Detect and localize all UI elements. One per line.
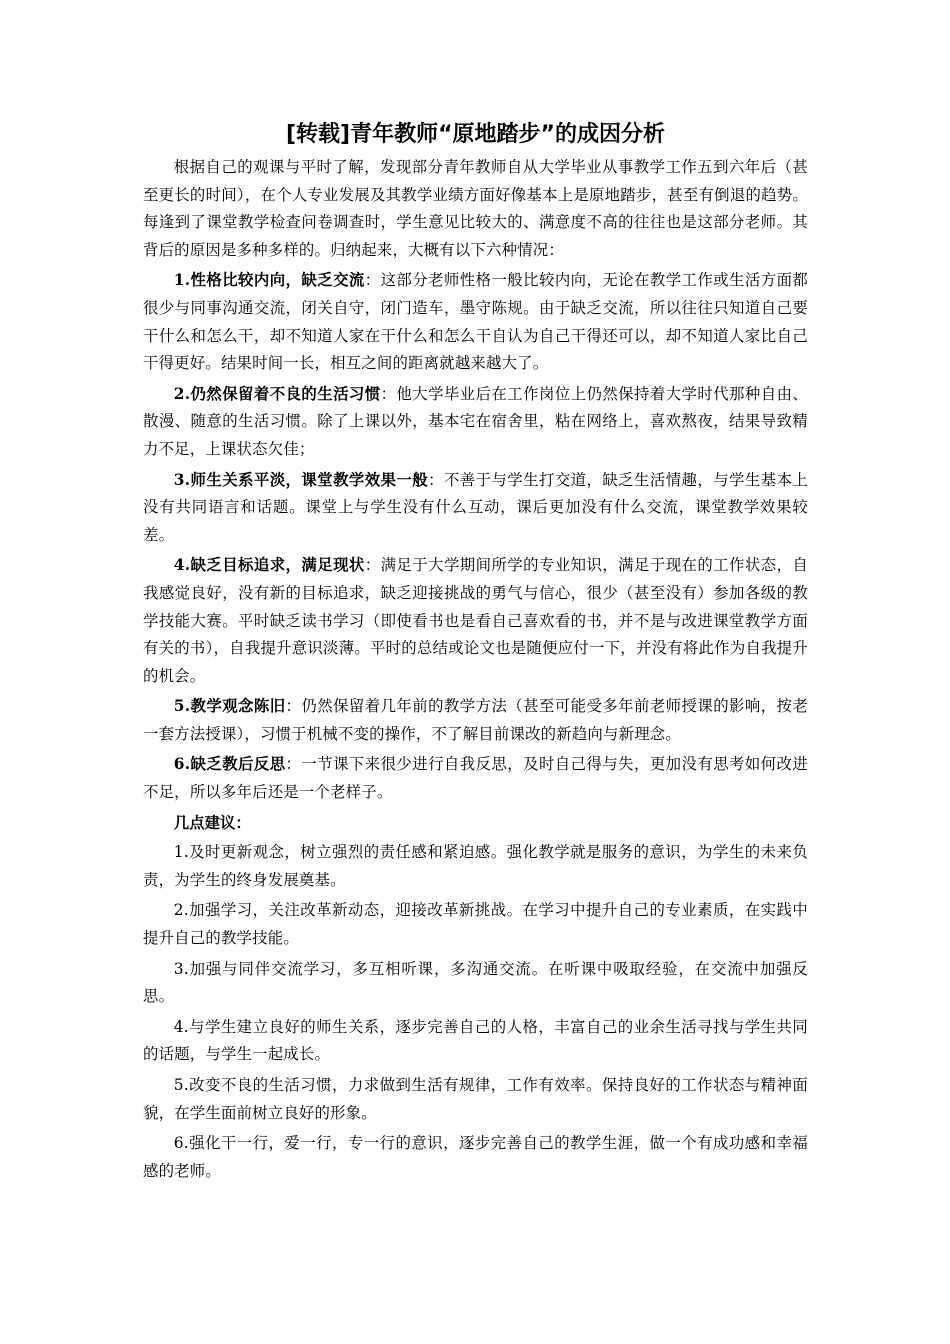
document-title: [转载]青年教师“原地踏步”的成因分析 bbox=[285, 122, 666, 147]
intro-paragraph: 根据自己的观课与平时了解，发现部分青年教师自从大学毕业从事教学工作五到六年后（甚至更长的时间），在个人专业发展及其教学业绩方面好像基本上是原地踏步，甚至有倒退的趋势。每逢到了课堂教学检查问卷调查时，学生意见比较大的、满意度不高的往往也是这部分老师。其背后的原因是多种多样的。归纳起来，大概有以下六种情况： bbox=[143, 158, 808, 259]
cause-paragraph-5 bbox=[143, 693, 808, 748]
cause-text: ：他大学毕业后在工作岗位上仍然保持着大学时代那种自由、散漫、随意的生活习惯。除了上课以外，基本宅在宿舍里，粘在网络上，喜欢熬夜，结果导致精力不足，上课状态欠佳； bbox=[143, 384, 808, 458]
cause-label: 2.仍然保留着不良的生活习惯 bbox=[173, 384, 381, 403]
suggestion-item-1: 1.及时更新观念，树立强烈的责任感和紧迫感。强化教学就是服务的意识，为学生的未来负责，为学生的终身发展奠基。 bbox=[143, 843, 808, 889]
cause-text: ：一节课下来很少进行自我反思，及时自己得与失，更加没有思考如何改进不足，所以多年后还是一个老样子。 bbox=[143, 755, 808, 802]
cause-paragraph-3 bbox=[143, 467, 808, 550]
cause-text: ：仍然保留着几年前的教学方法（甚至可能受多年前老师授课的影响，按老一套方法授课），习惯于机械不变的操作，不了解目前课改的新趋向与新理念。 bbox=[143, 697, 808, 743]
suggestion-item-4: 4.与学生建立良好的师生关系，逐步完善自己的人格，丰富自己的业余生活寻找与学生共同的话题，与学生一起成长。 bbox=[143, 1017, 808, 1064]
cause-paragraph-4 bbox=[143, 552, 808, 690]
cause-label: 1.性格比较内向，缺乏交流 bbox=[173, 271, 365, 290]
cause-paragraph-1 bbox=[143, 267, 808, 377]
cause-label: 6.缺乏教后反思 bbox=[173, 755, 286, 774]
cause-label: 4.缺乏目标追求，满足现状 bbox=[173, 556, 365, 575]
suggestions-heading: 几点建议： bbox=[173, 813, 251, 832]
document-page bbox=[143, 118, 808, 1188]
cause-text: ：满足于大学期间所学的专业知识，满足于现在的工作状态，自我感觉良好，没有新的目标追求，缺乏迎接挑战的勇气与信心，很少（甚至没有）参加各级的教学技能大赛。平时缺乏读书学习（即使看书也是看自己喜欢看的书，并不是与改进课堂教学方面有关的书），自我提升意识淡薄。平时的总结或论文也是随便应付一下，并没有将此作为自我提升的机会。 bbox=[143, 556, 808, 685]
cause-label: 5.教学观念陈旧 bbox=[173, 697, 286, 716]
suggestion-item-2: 2.加强学习，关注改革新动态，迎接改革新挑战。在学习中提升自己的专业素质，在实践中提升自己的教学技能。 bbox=[143, 901, 808, 948]
cause-paragraph-2 bbox=[143, 381, 808, 464]
suggestion-item-5: 5.改变不良的生活习惯，力求做到生活有规律，工作有效率。保持良好的工作状态与精神面貌，在学生面前树立良好的形象。 bbox=[143, 1076, 808, 1122]
cause-paragraph-6 bbox=[143, 751, 808, 806]
cause-text: ：不善于与学生打交道，缺乏生活情趣，与学生基本上没有共同语言和话题。课堂上与学生没有什么互动，课后更加没有什么交流，课堂教学效果较差。 bbox=[143, 470, 808, 544]
suggestion-item-6: 6.强化干一行，爱一行，专一行的意识，逐步完善自己的教学生涯，做一个有成功感和幸福感的老师。 bbox=[143, 1134, 808, 1180]
cause-label: 3.师生关系平淡，课堂教学效果一般 bbox=[173, 470, 429, 489]
cause-text: ：这部分老师性格一般比较内向，无论在教学工作或生活方面都很少与同事沟通交流，闭关自守，闭门造车，墨守陈规。由于缺乏交流，所以往往只知道自己要干什么和怎么干，却不知道人家在干什么和怎么干自认为自己干得还可以，却不知道人家比自己干得更好。结果时间一长，相互之间的距离就越来越大了。 bbox=[143, 271, 808, 373]
suggestion-item-3: 3.加强与同伴交流学习，多互相听课，多沟通交流。在听课中吸取经验，在交流中加强反思。 bbox=[143, 959, 808, 1006]
